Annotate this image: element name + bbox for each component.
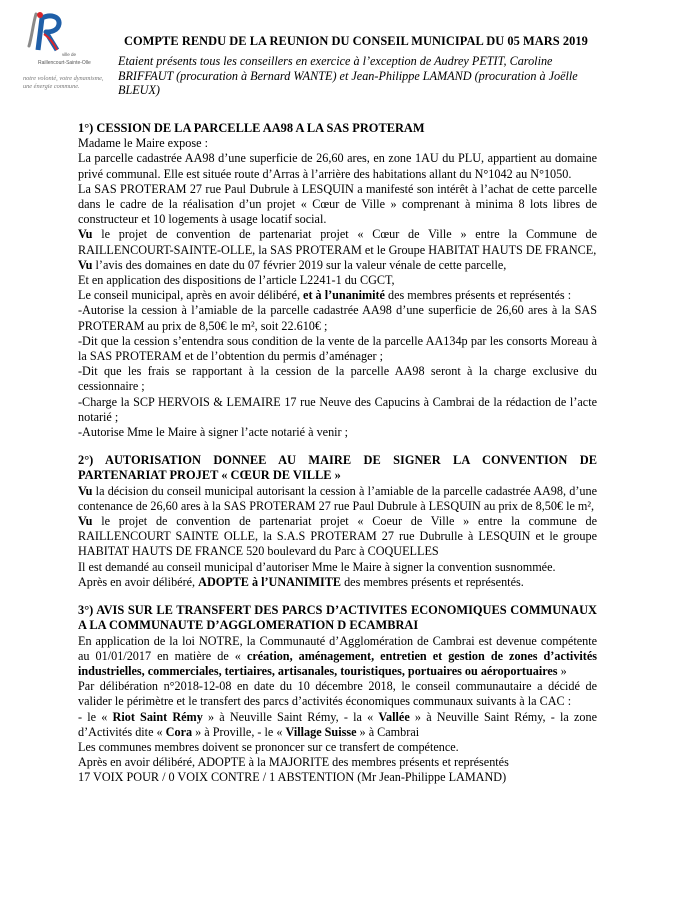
paragraph-text: le projet de convention de partenariat projet « Cœur de Ville » entre la Commune de RAILLENCOURT-SAINTE-OLLE, la SAS PROTERAM et le Groupe HABITAT HAUTS DE FRANCE, xyxy=(78,227,597,257)
vu-label: Vu xyxy=(78,514,93,529)
paragraph-text: le projet de convention de partenariat projet « Coeur de Ville » entre la commune de RAILLENCOURT SAINTE OLLE, la S.A.S PROTERAM 27 rue Dubrulle à LESQUIN et le groupe HABITAT HAUTS DE FRANCE 520 boulevard du Parc à COQUELLES xyxy=(78,514,597,559)
paragraph-text: l’avis des domaines en date du 07 février 2019 sur la valeur vénale de cette parcelle, xyxy=(92,257,507,272)
paragraph: La parcelle cadastrée AA98 d’une superficie de 26,60 ares, en zone 1AU du PLU, appartient au domaine privé communal. Elle est située route d’Arras à l’arrière des habitations allant du N°1042 au N°1050. xyxy=(78,151,597,181)
unanimity-label: ADOPTE à l’UNANIMITE xyxy=(198,574,342,589)
paragraph xyxy=(78,288,597,303)
list-item: -Charge la SCP HERVOIS & LEMAIRE 17 rue Neuve des Capucins à Cambrai de la rédaction de l’acte notarié ; xyxy=(78,394,597,424)
paragraph xyxy=(78,227,597,257)
paragraph: La SAS PROTERAM 27 rue Paul Dubrule à LESQUIN a manifesté son intérêt à l’achat de cette parcelle dans le cadre de la réalisation d’un projet « Cœur de Ville » comprenant à minima 8 lots libres de constructeur et 10 logements à usage locatif social. xyxy=(78,181,597,227)
vote-result: 17 VOIX POUR / 0 VOIX CONTRE / 1 ABSTENTION (Mr Jean-Philippe LAMAND) xyxy=(78,770,507,785)
section-spacer xyxy=(78,440,597,453)
paragraph: Madame le Maire expose : xyxy=(78,136,208,151)
paragraph: Et en application des dispositions de l’article L2241-1 du CGCT, xyxy=(78,273,395,288)
paragraph-text: » à Neuville Saint Rémy, - la « xyxy=(202,709,379,724)
paragraph-text: » à Proville, - le « xyxy=(192,724,286,739)
paragraph: Il est demandé au conseil municipal d’autoriser Mme le Maire à signer la convention susnommée. xyxy=(78,559,556,574)
paragraph-text: - le « xyxy=(78,709,113,724)
paragraph xyxy=(78,258,597,273)
paragraph-text: » à Neuville Saint Rémy, - la zone d’Activités dite « xyxy=(78,709,598,739)
section-1-heading: 1°) CESSION DE LA PARCELLE AA98 A LA SAS PROTERAM xyxy=(78,121,425,135)
paragraph: Les communes membres doivent se prononcer sur ce transfert de compétence. xyxy=(78,739,459,754)
vu-label: Vu xyxy=(78,257,93,272)
paragraph-text: En application de la loi NOTRE, la Communauté d’Agglomération de Cambrai est devenue compétente au 01/01/2017 en matière de « xyxy=(78,633,597,663)
list-item: -Autorise la cession à l’amiable de la parcelle cadastrée AA98 d’une superficie de 26,60 ares à la SAS PROTERAM au prix de 8,50€ le m², soit 22.610€ ; xyxy=(78,303,597,333)
unanimity-label: et à l’unanimité xyxy=(303,288,385,303)
paragraph xyxy=(78,484,597,514)
paragraph-text: Le conseil municipal, après en avoir délibéré, xyxy=(78,288,304,303)
paragraph-text: la décision du conseil municipal autorisant la cession à l’amiable de la parcelle cadastrée AA98, d’une contenance de 26,60 ares à la SAS PROTERAM 27 rue Paul Dubrule à LESQUIN au prix de 8,50€ le m², xyxy=(78,483,597,513)
list-item: -Dit que la cession s’entendra sous condition de la vente de la parcelle AA134p par les consorts Moreau à la SAS PROTERAM et de l’obtention du permis d’aménager ; xyxy=(78,333,597,364)
vu-label: Vu xyxy=(78,483,93,498)
section-3-heading: 3°) AVIS SUR LE TRANSFERT DES PARCS D’ACTIVITES ECONOMIQUES COMMUNAUX A LA COMMUNAUTE D’AGGLOMERATION D ECAMBRAI xyxy=(78,603,597,633)
paragraph-text: » à Cambrai xyxy=(356,724,420,739)
section-spacer xyxy=(78,590,597,603)
paragraph xyxy=(78,710,597,740)
paragraph xyxy=(78,634,597,680)
vu-label: Vu xyxy=(78,227,93,242)
paragraph-text: Après en avoir délibéré, xyxy=(78,574,199,589)
town-logo xyxy=(20,8,112,100)
park-name: Village Suisse xyxy=(285,724,357,739)
paragraph: Après en avoir délibéré, ADOPTE à la MAJORITE des membres présents et représentés xyxy=(78,755,509,770)
park-name: Cora xyxy=(165,724,193,739)
attendance-note: Etaient présents tous les conseillers en exercice à l’exception de Audrey PETIT, Caroline BRIFFAUT (procuration à Bernard WANTE) et Jean-Philippe LAMAND (procuration à Joëlle BLEUX) xyxy=(118,54,578,97)
paragraph: Par délibération n°2018-12-08 en date du 10 décembre 2018, le conseil communautaire a décidé de valider le périmètre et le transfert des parcs d’activités économiques communaux suivants à la CAC : xyxy=(78,679,597,709)
list-item: -Dit que les frais se rapportant à la cession de la parcelle AA98 seront à la charge exclusive du cessionnaire ; xyxy=(78,364,597,394)
paragraph-text: » xyxy=(557,663,567,678)
paragraph-text: des membres présents et représentés. xyxy=(341,574,524,589)
park-name: Riot Saint Rémy xyxy=(112,709,203,724)
logo-ville-label: ville de xyxy=(62,52,77,57)
document-title: COMPTE RENDU DE LA REUNION DU CONSEIL MUNICIPAL DU 05 MARS 2019 xyxy=(124,34,588,48)
logo-mark-icon xyxy=(26,10,66,54)
paragraph xyxy=(78,514,597,560)
section-2-heading: 2°) AUTORISATION DONNEE AU MAIRE DE SIGNER LA CONVENTION DE PARTENARIAT PROJET « CŒUR DE VILLE » xyxy=(78,453,597,483)
paragraph-text: des membres présents et représentés : xyxy=(384,288,572,303)
list-item: -Autorise Mme le Maire à signer l’acte notarié à venir ; xyxy=(78,425,349,440)
logo-tagline: notre volonté, votre dynamisme, une énergie commune. xyxy=(23,75,104,90)
park-name: Vallée xyxy=(378,709,410,724)
logo-town-name: Raillencourt-Sainte-Olle xyxy=(38,60,91,66)
document-body xyxy=(78,121,597,786)
paragraph xyxy=(78,575,597,590)
competence-label: création, aménagement, entretien et gestion de zones d’activités industrielles, commerciales, tertiaires, artisanales, touristiques, portuaires ou aéroportuaires xyxy=(78,648,598,678)
